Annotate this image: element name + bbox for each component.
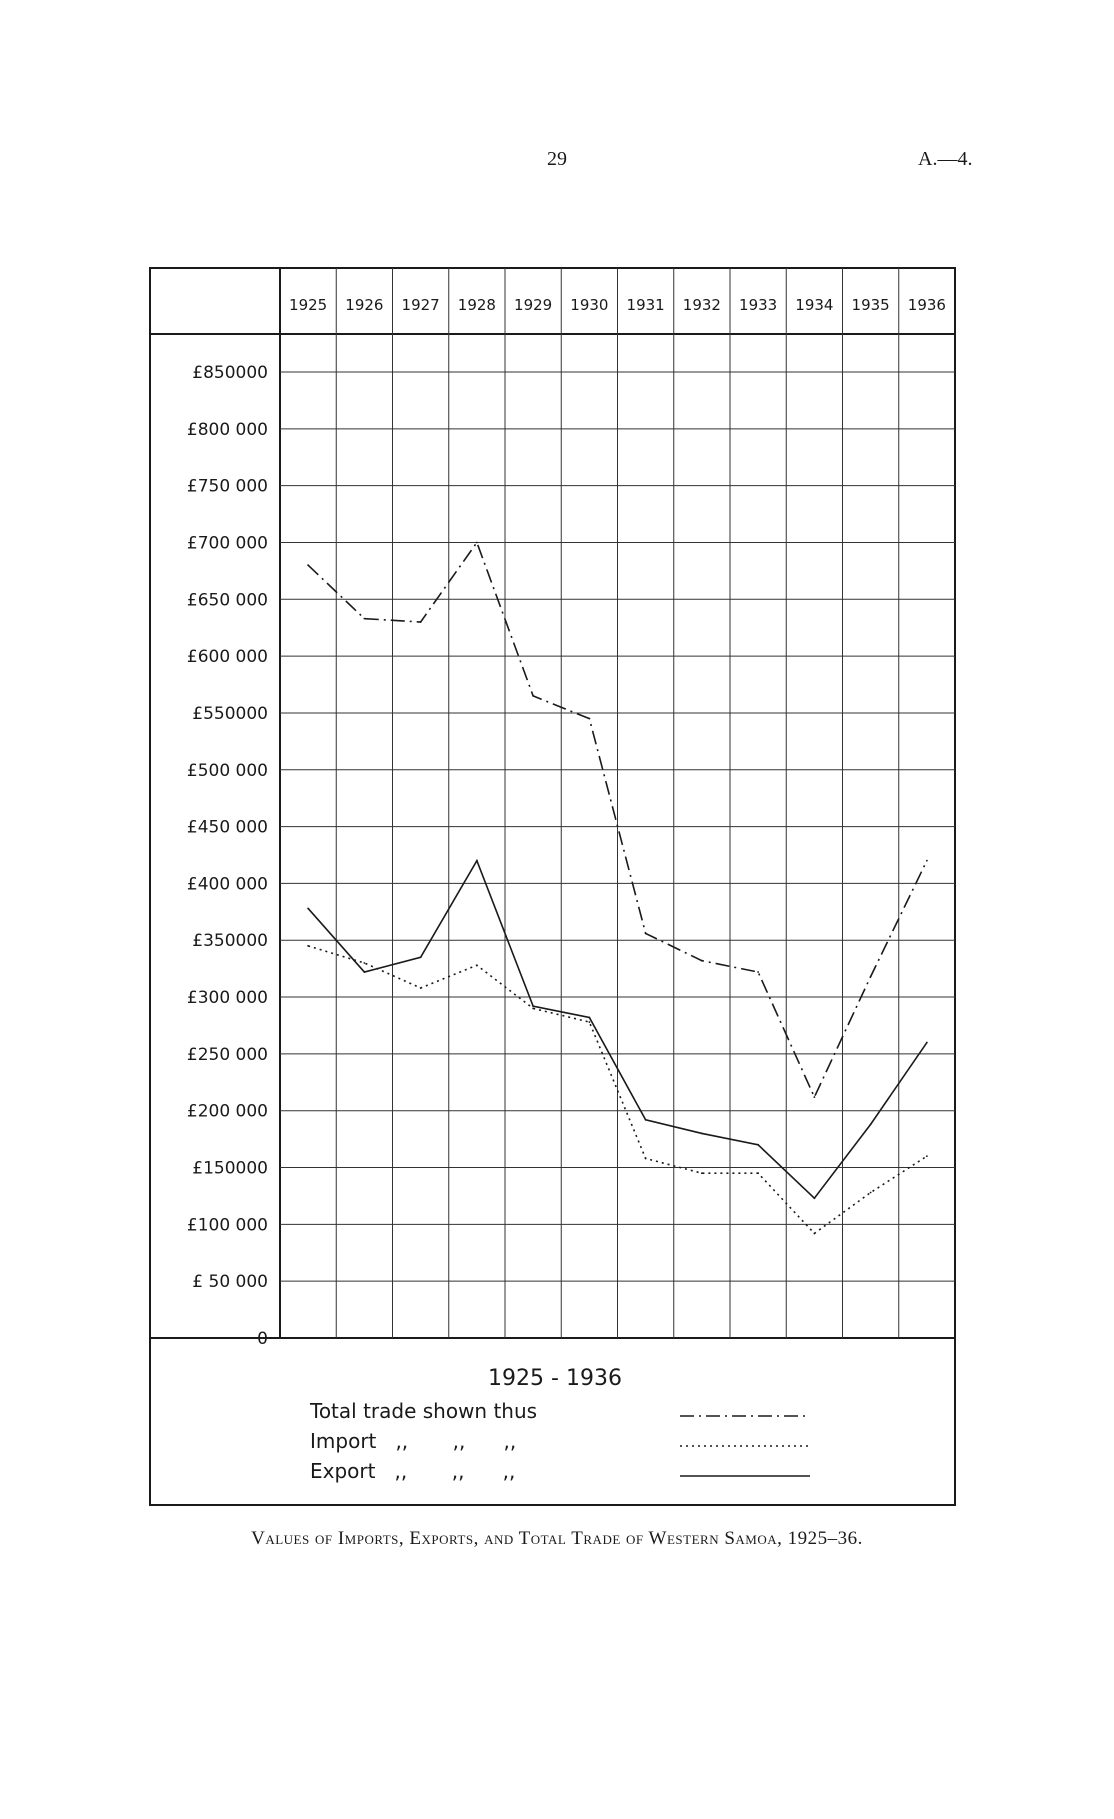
y-tick-label: £250 000 [186, 1044, 268, 1065]
data-point [870, 976, 872, 978]
data-point [532, 1008, 534, 1010]
data-point [757, 971, 759, 973]
y-axis-labels [187, 363, 268, 1349]
data-point [645, 1119, 647, 1121]
x-tick-label: 1933 [739, 296, 778, 314]
data-point [363, 962, 365, 964]
legend-label: Import ,, ,, ,, [310, 1429, 517, 1453]
y-tick-label: £350000 [192, 931, 268, 952]
legend-label: Export ,, ,, ,, [310, 1459, 516, 1483]
data-point [588, 1017, 590, 1019]
data-point [870, 1192, 872, 1194]
x-tick-label: 1930 [570, 296, 609, 314]
legend [309, 1366, 810, 1483]
y-tick-label: £100 000 [186, 1215, 268, 1236]
data-point [420, 956, 422, 958]
data-point [701, 960, 703, 962]
y-tick-label: £700 000 [186, 533, 268, 554]
data-point [588, 1021, 590, 1023]
x-tick-label: 1926 [345, 296, 384, 314]
y-tick-label: £850000 [192, 363, 268, 383]
x-tick-label: 1927 [401, 296, 440, 314]
data-point [926, 860, 928, 862]
data-point [645, 933, 647, 935]
data-point [926, 1155, 928, 1157]
x-tick-label: 1929 [514, 296, 553, 314]
y-tick-label: £500 000 [186, 760, 268, 781]
outer-border [150, 268, 955, 1505]
data-point [476, 964, 478, 966]
y-tick-label: £600 000 [186, 647, 268, 668]
x-tick-label: 1936 [907, 296, 946, 314]
y-tick-label: £400 000 [186, 874, 268, 895]
x-tick-label: 1935 [851, 296, 890, 314]
data-point [645, 1158, 647, 1160]
data-point [420, 621, 422, 623]
data-point [476, 860, 478, 862]
x-tick-label: 1932 [682, 296, 721, 314]
page-reference: A.—4. [918, 148, 973, 170]
y-tick-label: £750 000 [186, 476, 268, 497]
data-point [476, 542, 478, 544]
data-point [757, 1172, 759, 1174]
data-point [532, 695, 534, 697]
y-tick-label: £200 000 [186, 1101, 268, 1122]
x-tick-label: 1934 [795, 296, 834, 314]
data-point [420, 987, 422, 989]
x-tick-label: 1931 [626, 296, 665, 314]
data-point [588, 718, 590, 720]
figure-caption: Values of Imports, Exports, and Total Trade of Western Samoa, 1925–36. [251, 1528, 863, 1549]
data-point [307, 908, 309, 910]
data-point [532, 1005, 534, 1007]
page-number: 29 [547, 148, 567, 170]
y-tick-label: £300 000 [186, 988, 268, 1009]
y-tick-label: £150000 [192, 1158, 268, 1179]
data-point [813, 1096, 815, 1098]
data-point [757, 1144, 759, 1146]
data-point [363, 971, 365, 973]
data-point [701, 1172, 703, 1174]
y-tick-label: £550000 [192, 703, 268, 724]
data-point [813, 1233, 815, 1235]
data-point [870, 1123, 872, 1125]
x-tick-label: 1925 [289, 296, 328, 314]
data-point [926, 1042, 928, 1044]
legend-label: Total trade shown thus [310, 1399, 538, 1423]
y-tick-label: £450 000 [186, 817, 268, 838]
chart-frame [150, 268, 955, 1505]
y-tick-label: £800 000 [186, 419, 268, 440]
data-point [813, 1197, 815, 1199]
data-point [307, 945, 309, 947]
chart-grid [280, 268, 955, 1338]
x-tick-label: 1928 [457, 296, 496, 314]
y-tick-label: £650 000 [186, 590, 268, 611]
data-point [307, 564, 309, 566]
data-point [701, 1133, 703, 1135]
y-tick-label: £ 50 000 [192, 1272, 268, 1293]
legend-title: 1925 - 1936 [488, 1366, 622, 1391]
y-tick-label: 0 [257, 1329, 268, 1349]
data-point [363, 618, 365, 620]
